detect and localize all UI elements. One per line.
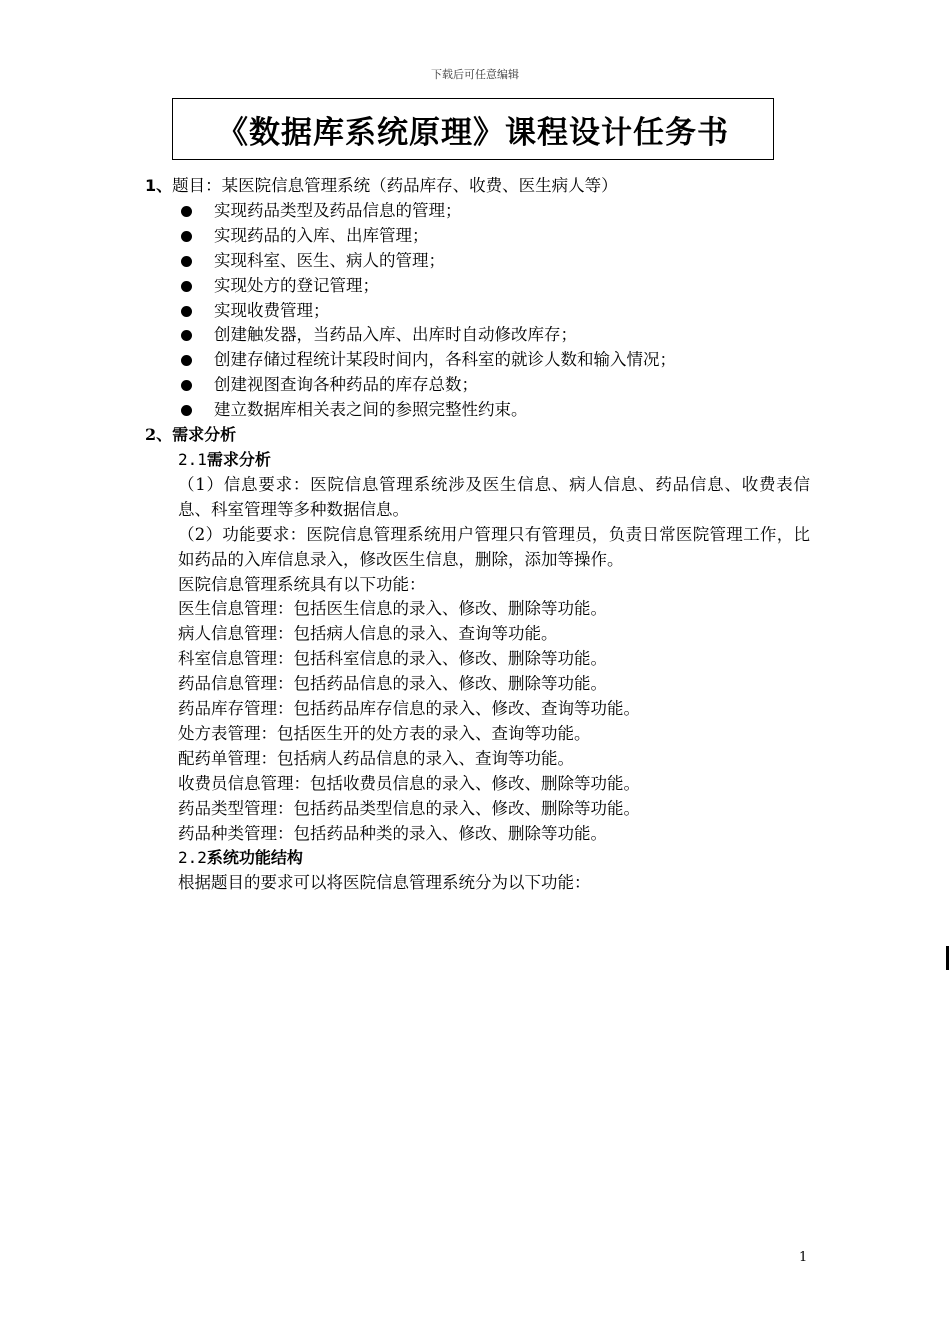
list-item [181, 249, 810, 274]
paragraph: 药品类型管理：包括药品类型信息的录入、修改、删除等功能。 [178, 798, 640, 818]
bullet-icon [181, 405, 192, 416]
list-item-text: 创建视图查询各种药品的库存总数； [214, 375, 478, 395]
section-1-number: 1、 [145, 176, 173, 195]
subsection-2-2-heading [145, 846, 810, 871]
paragraph: 科室信息管理：包括科室信息的录入、修改、删除等功能。 [178, 649, 607, 669]
paragraph: （1）信息要求：医院信息管理系统涉及医生信息、病人信息、药品信息、收费表信息、科室管理等多种数据信息。 [178, 474, 810, 519]
list-item [181, 398, 810, 423]
paragraph: 药品信息管理：包括药品信息的录入、修改、删除等功能。 [178, 674, 607, 694]
list-item [181, 199, 810, 224]
bullet-icon [181, 256, 192, 267]
bullet-icon [181, 231, 192, 242]
list-item-text: 实现药品的入库、出库管理； [214, 225, 429, 245]
document-body [145, 174, 810, 896]
list-item [181, 274, 810, 299]
subsection-2-2-label: 系统功能结构 [206, 848, 303, 868]
section-2-label: 需求分析 [172, 425, 237, 445]
document-title: 《数据库系统原理》课程设计任务书 [217, 114, 729, 151]
paragraph: 配药单管理：包括病人药品信息的录入、查询等功能。 [178, 748, 574, 768]
subsection-2-1-number: 2.1 [178, 449, 207, 469]
list-item-text: 创建存储过程统计某段时间内，各科室的就诊人数和输入情况； [214, 350, 676, 370]
list-item [181, 373, 810, 398]
page-number: 1 [799, 1250, 808, 1265]
list-item [181, 323, 810, 348]
bullet-icon [181, 380, 192, 391]
paragraph: 收费员信息管理：包括收费员信息的录入、修改、删除等功能。 [178, 773, 640, 793]
list-item-text: 实现科室、医生、病人的管理； [214, 250, 445, 270]
list-item-text: 创建触发器，当药品入库、出库时自动修改库存； [214, 325, 577, 345]
bullet-icon [181, 281, 192, 292]
paragraph: 处方表管理：包括医生开的处方表的录入、查询等功能。 [178, 723, 591, 743]
bullet-icon [181, 206, 192, 217]
subsection-2-1-heading [145, 448, 810, 473]
bullet-icon [181, 330, 192, 341]
section-1-heading [145, 174, 810, 199]
list-item [181, 224, 810, 249]
list-item-text: 建立数据库相关表之间的参照完整性约束。 [214, 400, 528, 420]
paragraph: （2）功能要求：医院信息管理系统用户管理只有管理员，负责日常医院管理工作，比如药品的入库信息录入，修改医生信息，删除，添加等操作。 [178, 524, 810, 569]
section-2-number: 2、 [145, 425, 173, 445]
title-box [172, 98, 774, 160]
subsection-2-1-label: 需求分析 [206, 449, 271, 469]
list-item-text: 实现处方的登记管理； [214, 275, 379, 295]
paragraph: 根据题目的要求可以将医院信息管理系统分为以下功能： [178, 873, 591, 893]
paragraph: 医院信息管理系统具有以下功能： [178, 574, 426, 594]
bullet-icon [181, 355, 192, 366]
list-item [181, 299, 810, 324]
paragraph: 药品库存管理：包括药品库存信息的录入、修改、查询等功能。 [178, 699, 640, 719]
bullet-icon [181, 306, 192, 317]
section-1-label: 题目：某医院信息管理系统（药品库存、收费、医生病人等） [172, 176, 618, 195]
list-item [181, 348, 810, 373]
paragraph: 病人信息管理：包括病人信息的录入、查询等功能。 [178, 624, 558, 644]
edge-mark [946, 946, 949, 970]
subsection-2-2-number: 2.2 [178, 848, 207, 868]
paragraph: 药品种类管理：包括药品种类的录入、修改、删除等功能。 [178, 823, 607, 843]
requirements-list [145, 199, 810, 423]
paragraph: 医生信息管理：包括医生信息的录入、修改、删除等功能。 [178, 599, 607, 619]
section-2-heading [145, 423, 810, 448]
list-item-text: 实现收费管理； [214, 300, 330, 320]
list-item-text: 实现药品类型及药品信息的管理； [214, 200, 462, 220]
header-note: 下载后可任意编辑 [431, 68, 519, 81]
